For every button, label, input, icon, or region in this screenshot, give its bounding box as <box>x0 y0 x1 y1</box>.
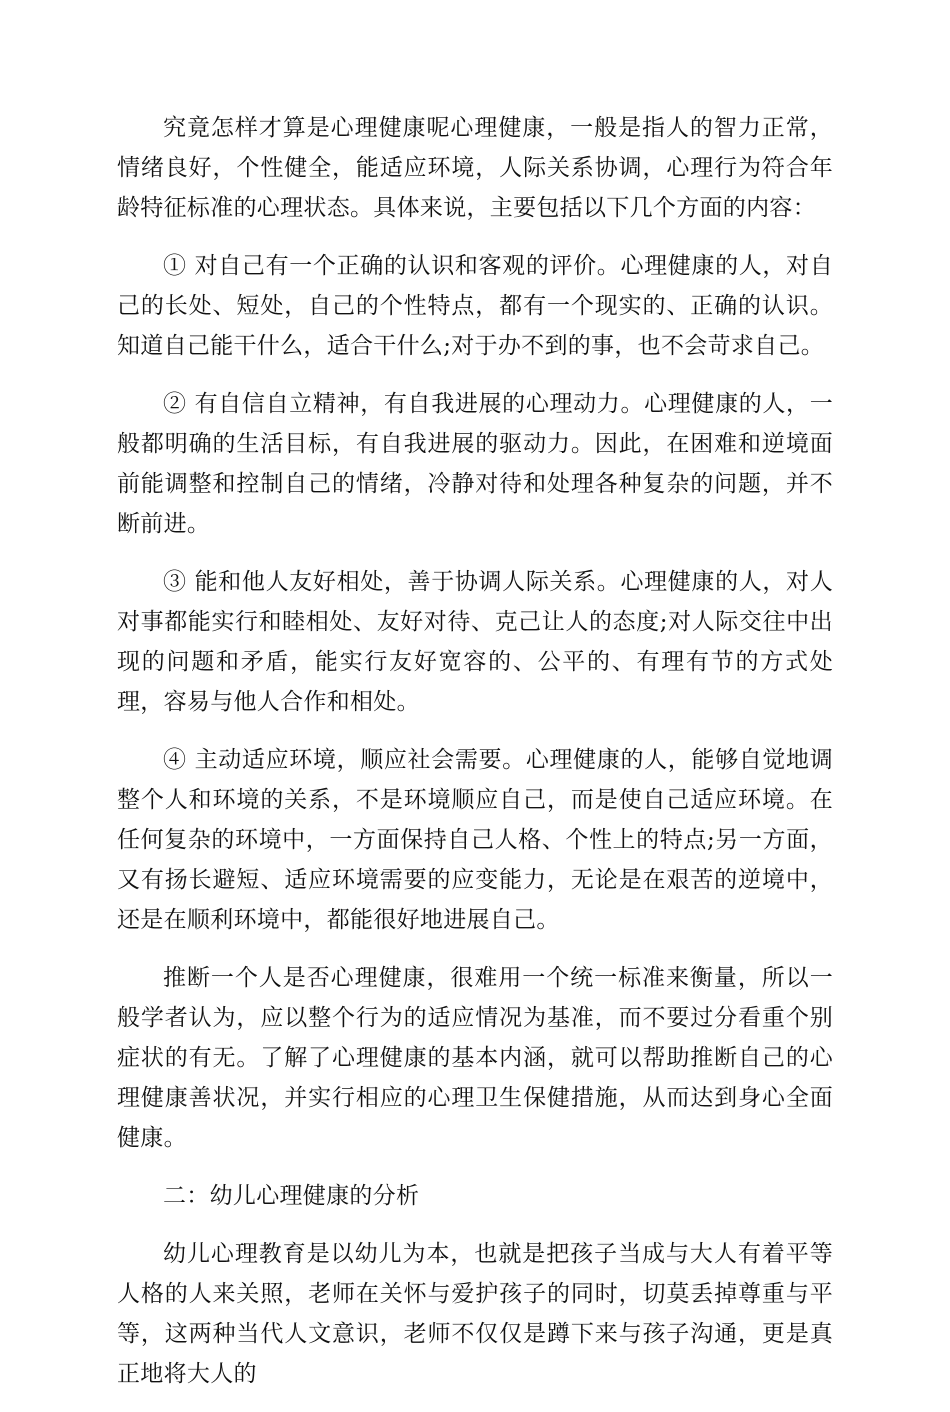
paragraph-point-1: ① 对自己有一个正确的认识和客观的评价。心理健康的人，对自己的长处、短处，自己的个性特点，都有一个现实的、正确的认识。知道自己能干什么，适合干什么;对于办不到的事，也不会苛求自己。 <box>117 253 833 359</box>
document-page <box>117 108 833 1412</box>
paragraph-point-4: ④ 主动适应环境，顺应社会需要。心理健康的人，能够自觉地调整个人和环境的关系，不是环境顺应自己，而是使自己适应环境。在任何复杂的环境中，一方面保持自己人格、个性上的特点;另一方面，又有扬长避短、适应环境需要的应变能力，无论是在艰苦的逆境中，还是在顺利环境中，都能很好地进展自己。 <box>117 747 833 933</box>
paragraph-intro: 究竟怎样才算是心理健康呢心理健康，一般是指人的智力正常，情绪良好，个性健全，能适应环境，人际关系协调，心理行为符合年龄特征标准的心理状态。具体来说，主要包括以下几个方面的内容： <box>117 115 833 221</box>
paragraph-judgement: 推断一个人是否心理健康，很难用一个统一标准来衡量，所以一般学者认为，应以整个行为的适应情况为基准，而不要过分看重个别症状的有无。了解了心理健康的基本内涵，就可以帮助推断自己的心理健康善状况，并实行相应的心理卫生保健措施，从而达到身心全面健康。 <box>117 965 833 1151</box>
section-heading: 二：幼儿心理健康的分析 <box>163 1183 420 1209</box>
paragraph-point-3: ③ 能和他人友好相处，善于协调人际关系。心理健康的人，对人对事都能实行和睦相处、友好对待、克己让人的态度;对人际交往中出现的问题和矛盾，能实行友好宽容的、公平的、有理有节的方式处理，容易与他人合作和相处。 <box>117 569 833 715</box>
paragraph-child-education: 幼儿心理教育是以幼儿为本，也就是把孩子当成与大人有着平等人格的人来关照，老师在关怀与爱护孩子的同时，切莫丢掉尊重与平等，这两种当代人文意识，老师不仅仅是蹲下来与孩子沟通，更是真正地将大人的 <box>117 1241 833 1387</box>
paragraph-point-2: ② 有自信自立精神，有自我进展的心理动力。心理健康的人，一般都明确的生活目标，有自我进展的驱动力。因此，在困难和逆境面前能调整和控制自己的情绪，冷静对待和处理各种复杂的问题，并不断前进。 <box>117 391 833 537</box>
